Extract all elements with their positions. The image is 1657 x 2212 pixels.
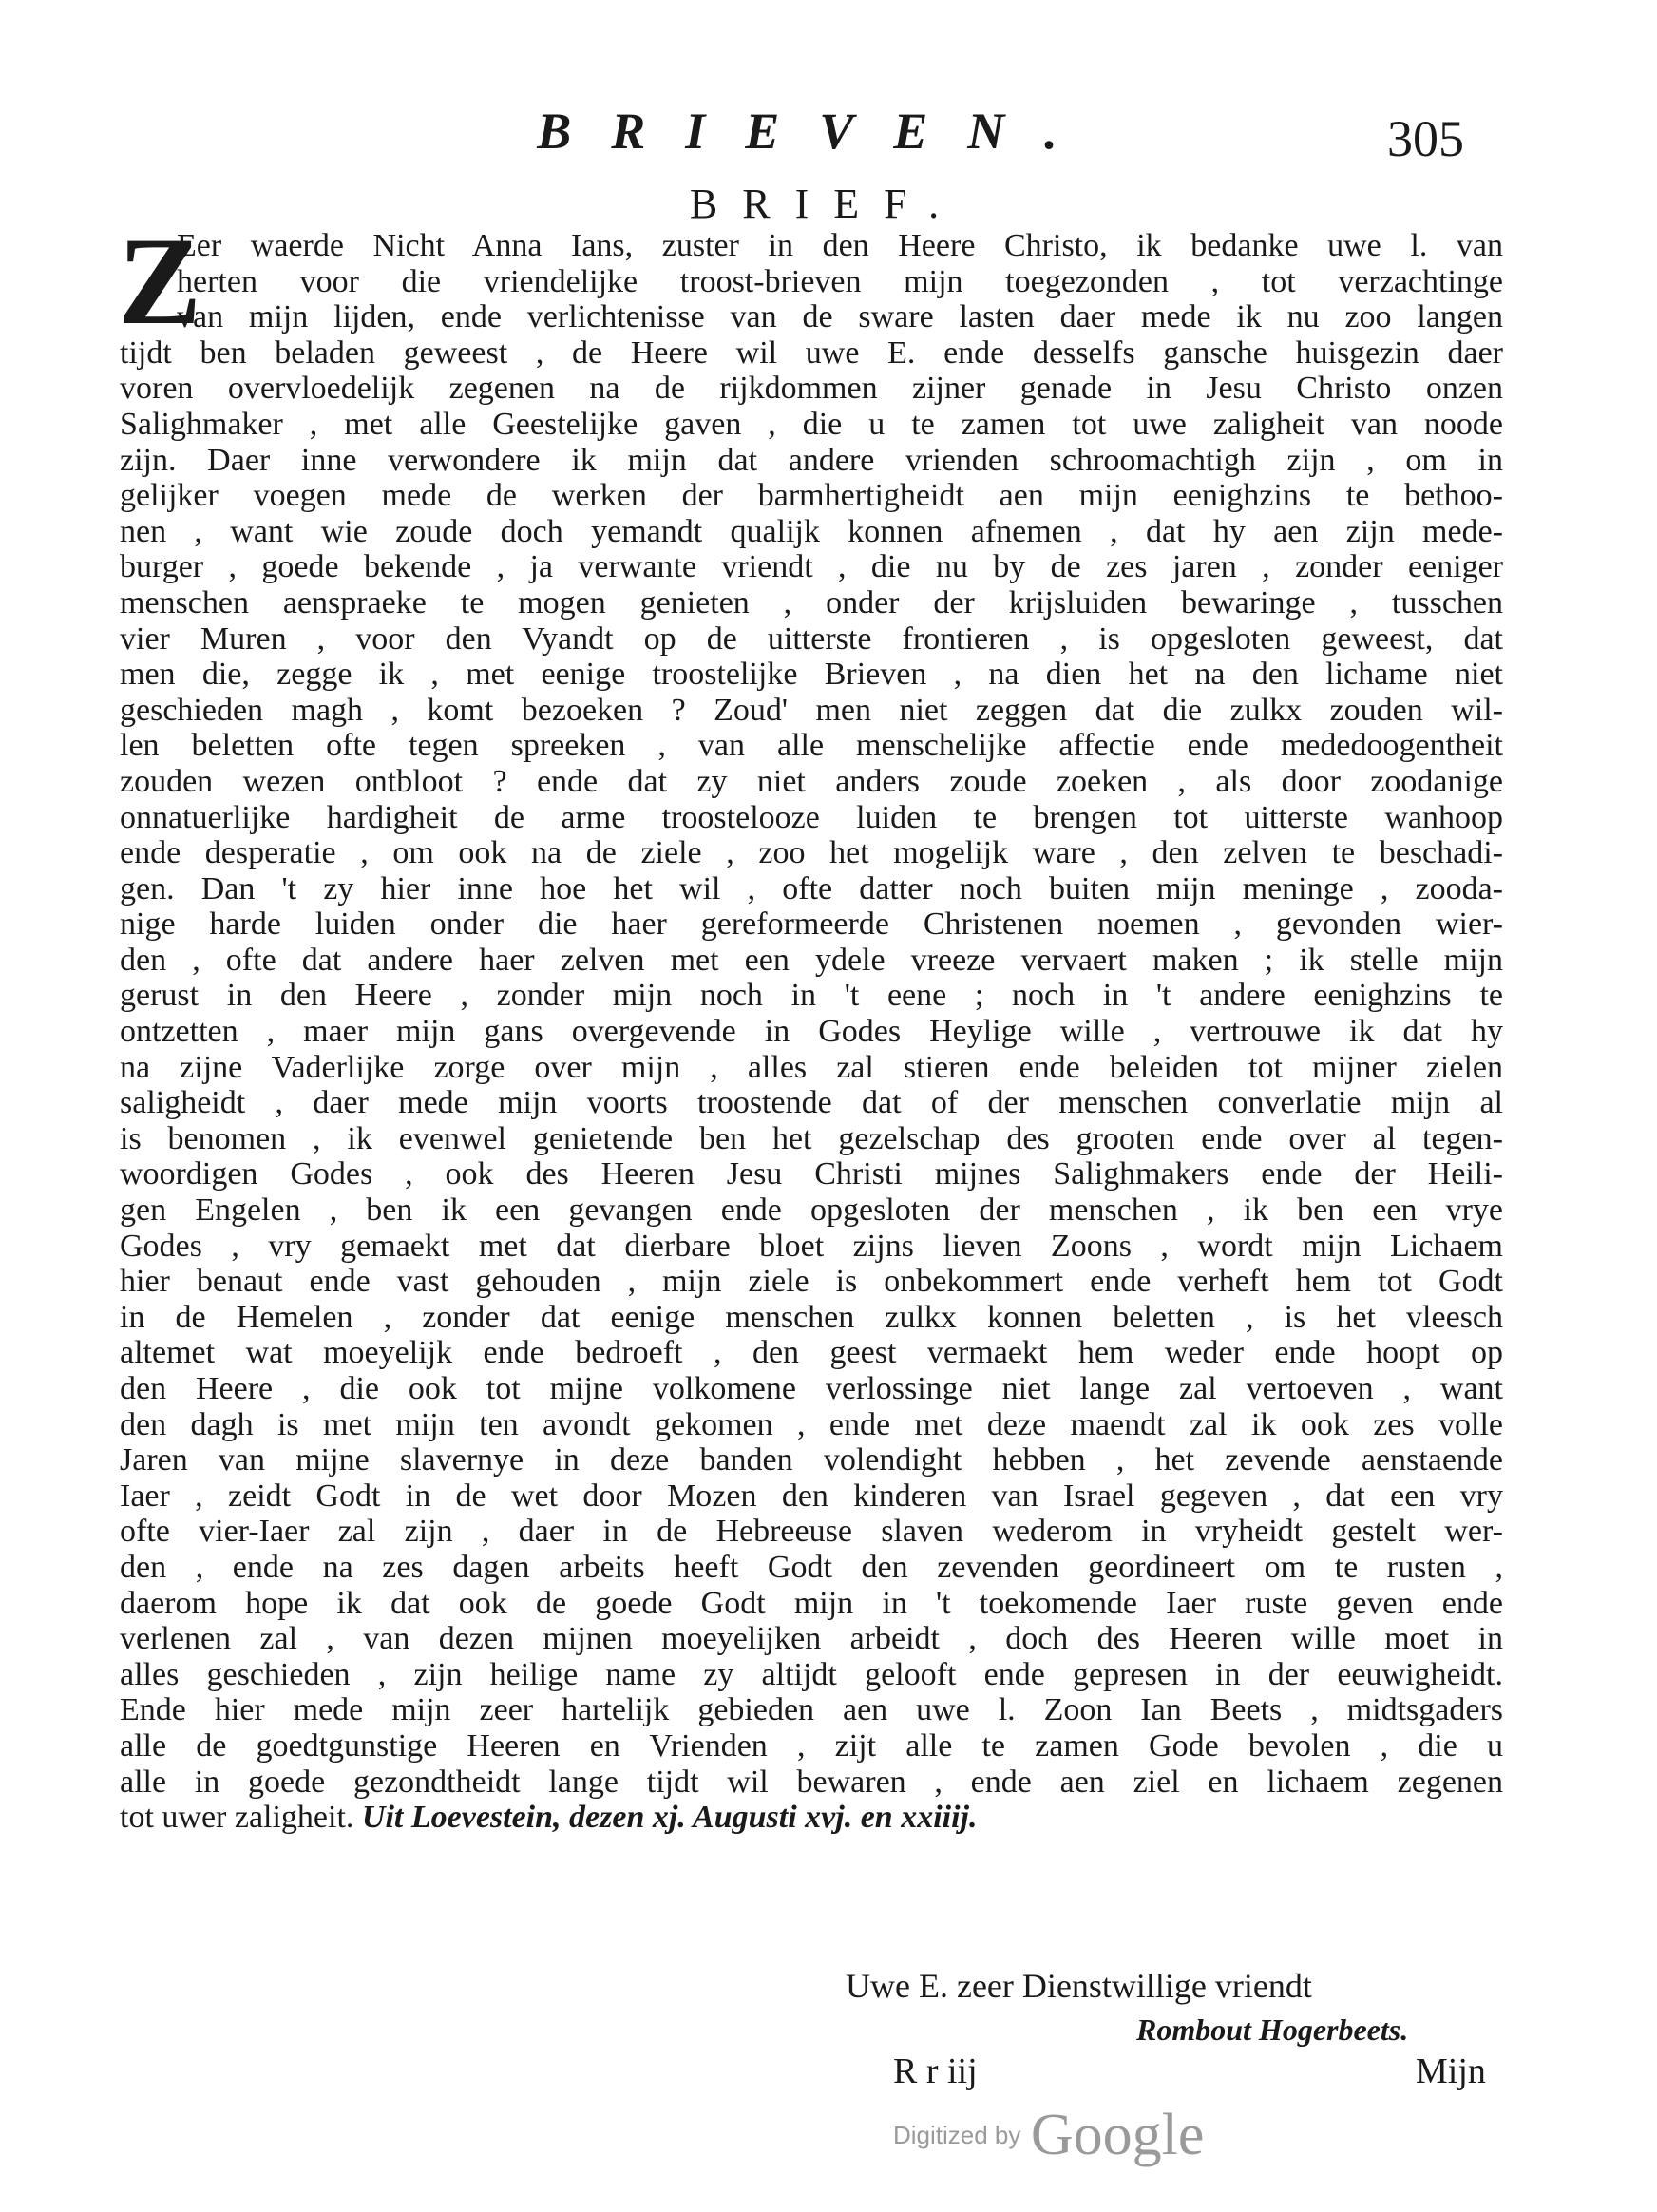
- text-line: nen , want wie zoude doch yemandt qualijk konnen afnemen , dat hy aen zijn mede-: [120, 513, 1503, 549]
- text-line: daerom hope ik dat ook de goede Godt mijn in 't toekomende Iaer ruste geven ende: [120, 1585, 1503, 1621]
- text-line: gen Engelen , ben ik een gevangen ende opgesloten der menschen , ik ben een vrye: [120, 1192, 1503, 1229]
- letter-body: [120, 228, 1503, 1836]
- text-line: tijdt ben beladen geweest , de Heere wil uwe E. ende desselfs gansche huisgezin daer: [120, 334, 1503, 371]
- text-line: Salighmaker , met alle Geestelijke gaven , die u te zamen tot uwe zaligheit van noode: [120, 406, 1503, 442]
- text-line: altemet wat moeyelijk ende bedroeft , den geest vermaekt hem weder ende hoopt op: [120, 1335, 1503, 1371]
- text-line: ofte vier-Iaer zal zijn , daer in de Hebreeuse slaven wederom in vryheidt gestelt wer-: [120, 1514, 1503, 1550]
- text-line: alle de goedtgunstige Heeren en Vrienden , zijt alle te zamen Gode bevolen , die u: [120, 1727, 1503, 1764]
- text-line: in de Hemelen , zonder dat eenige menschen zulkx konnen beletten , is het vleesch: [120, 1299, 1503, 1335]
- drop-cap: Z: [118, 211, 202, 351]
- text-line: zijn. Daer inne verwondere ik mijn dat andere vrienden schroomachtigh zijn , om in: [120, 442, 1503, 478]
- text-line: Godes , vry gemaekt met dat dierbare bloet zijns lieven Zoons , wordt mijn Lichaem: [120, 1228, 1503, 1264]
- text-line: vier Muren , voor den Vyandt op de uitterste frontieren , is opgesloten geweest, dat: [120, 620, 1503, 657]
- text-line: Iaer , zeidt Godt in de wet door Mozen den kinderen van Israel gegeven , dat een vry: [120, 1478, 1503, 1514]
- text-line: den Heere , die ook tot mijne volkomene verlossinge niet lange zal vertoeven , want: [120, 1371, 1503, 1406]
- text-line: den , ende na zes dagen arbeits heeft Godt den zevenden geordineert om te rusten ,: [120, 1549, 1503, 1585]
- dateline: Uit Loevestein, dezen xj. Augusti xvj. en xxiiij.: [361, 1800, 978, 1836]
- text-line: hier benaut ende vast gehouden , mijn ziele is onbekommert ende verheft hem tot Godt: [120, 1264, 1503, 1300]
- text-line: burger , goede bekende , ja verwante vriendt , die nu by de zes jaren , zonder eeniger: [120, 549, 1503, 585]
- text-line: den dagh is met mijn ten avondt gekomen , ende met deze maendt zal ik ook zes volle: [120, 1406, 1503, 1442]
- final-line: [120, 1800, 1503, 1836]
- text-line: saligheidt , daer mede mijn voorts troostende dat of der menschen converlatie mijn al: [120, 1085, 1503, 1121]
- text-line: geschieden magh , komt bezoeken ? Zoud' men niet zeggen dat die zulkx zouden wil-: [120, 692, 1503, 728]
- text-line: den , ofte dat andere haer zelven met een ydele vreeze vervaert maken ; ik stelle mijn: [120, 942, 1503, 978]
- text-line: gelijker voegen mede de werken der barmhertigheidt aen mijn eenighzins te bethoo-: [120, 478, 1503, 514]
- text-line: herten voor die vriendelijke troost-brieven mijn toegezonden , tot verzachtinge: [177, 263, 1503, 299]
- text-line: nige harde luiden onder die haer gereformeerde Christenen noemen , gevonden wier-: [120, 906, 1503, 943]
- text-line: zouden wezen ontbloot ? ende dat zy niet anders zoude zoeken , als door zoodanige: [120, 763, 1503, 799]
- text-line: alles geschieden , zijn heilige name zy altijdt gelooft ende gepresen in der eeuwigheidt.: [120, 1656, 1503, 1692]
- final-line-text: tot uwer zaligheit.: [120, 1800, 354, 1836]
- text-line: ontzetten , maer mijn gans overgevende in Godes Heylige wille , vertrouwe ik dat hy: [120, 1014, 1503, 1050]
- signature: Rombout Hogerbeets.: [1136, 2012, 1409, 2047]
- text-line: onnatuerlijke hardigheit de arme troostelooze luiden te brengen tot uitterste wanhoop: [120, 799, 1503, 835]
- text-line: verlenen zal , van dezen mijnen moeyelijken arbeidt , doch des Heeren wille moet in: [120, 1621, 1503, 1657]
- page-number: 305: [1387, 110, 1464, 167]
- letter-heading: BRIEF.: [689, 181, 964, 227]
- text-line: Eer waerde Nicht Anna Ians, zuster in den Heere Christo, ik bedanke uwe l. van: [177, 228, 1503, 263]
- closing-salutation: Uwe E. zeer Dienstwillige vriendt: [846, 1967, 1312, 2005]
- text-line: len beletten ofte tegen spreeken , van alle menschelijke affectie ende mededoogentheit: [120, 728, 1503, 764]
- digitization-watermark: [893, 2102, 1204, 2169]
- text-line: gen. Dan 't zy hier inne hoe het wil , ofte datter noch buiten mijn meninge , zooda-: [120, 870, 1503, 906]
- text-line: menschen aenspraeke te mogen genieten , onder der krijsluiden bewaringe , tusschen: [120, 584, 1503, 620]
- signature-mark: R r iij: [893, 2051, 978, 2091]
- watermark-prefix: Digitized by: [893, 2121, 1021, 2149]
- catchword: Mijn: [1416, 2051, 1486, 2091]
- text-line: voren overvloedelijk zegenen na de rijkdommen zijner genade in Jesu Christo onzen: [120, 371, 1503, 407]
- text-line: van mijn lijden, ende verlichtenisse van de sware lasten daer mede ik nu zoo langen: [177, 299, 1503, 335]
- text-line: Jaren van mijne slavernye in deze banden volendight hebben , het zevende aenstaende: [120, 1442, 1503, 1478]
- text-line: na zijne Vaderlijke zorge over mijn , alles zal stieren ende beleiden tot mijner zielen: [120, 1049, 1503, 1085]
- text-line: gerust in den Heere , zonder mijn noch in 't eene ; noch in 't andere eenighzins te: [120, 978, 1503, 1014]
- text-line: men die, zegge ik , met eenige troostelijke Brieven , na dien het na den lichame niet: [120, 657, 1503, 693]
- text-line: Ende hier mede mijn zeer hartelijk gebieden aen uwe l. Zoon Ian Beets , midtsgaders: [120, 1692, 1503, 1728]
- watermark-brand: Google: [1030, 2103, 1205, 2167]
- text-line: ende desperatie , om ook na de ziele , zoo het mogelijk ware , den zelven te beschadi-: [120, 835, 1503, 871]
- running-head: BRIEVEN.: [537, 103, 1097, 160]
- text-line: woordigen Godes , ook des Heeren Jesu Christi mijnes Salighmakers ende der Heili-: [120, 1156, 1503, 1192]
- text-line: is benomen , ik evenwel genietende ben het gezelschap des grooten ende over al tegen-: [120, 1120, 1503, 1156]
- text-line: alle in goede gezondtheidt lange tijdt wil bewaren , ende aen ziel en lichaem zegenen: [120, 1764, 1503, 1800]
